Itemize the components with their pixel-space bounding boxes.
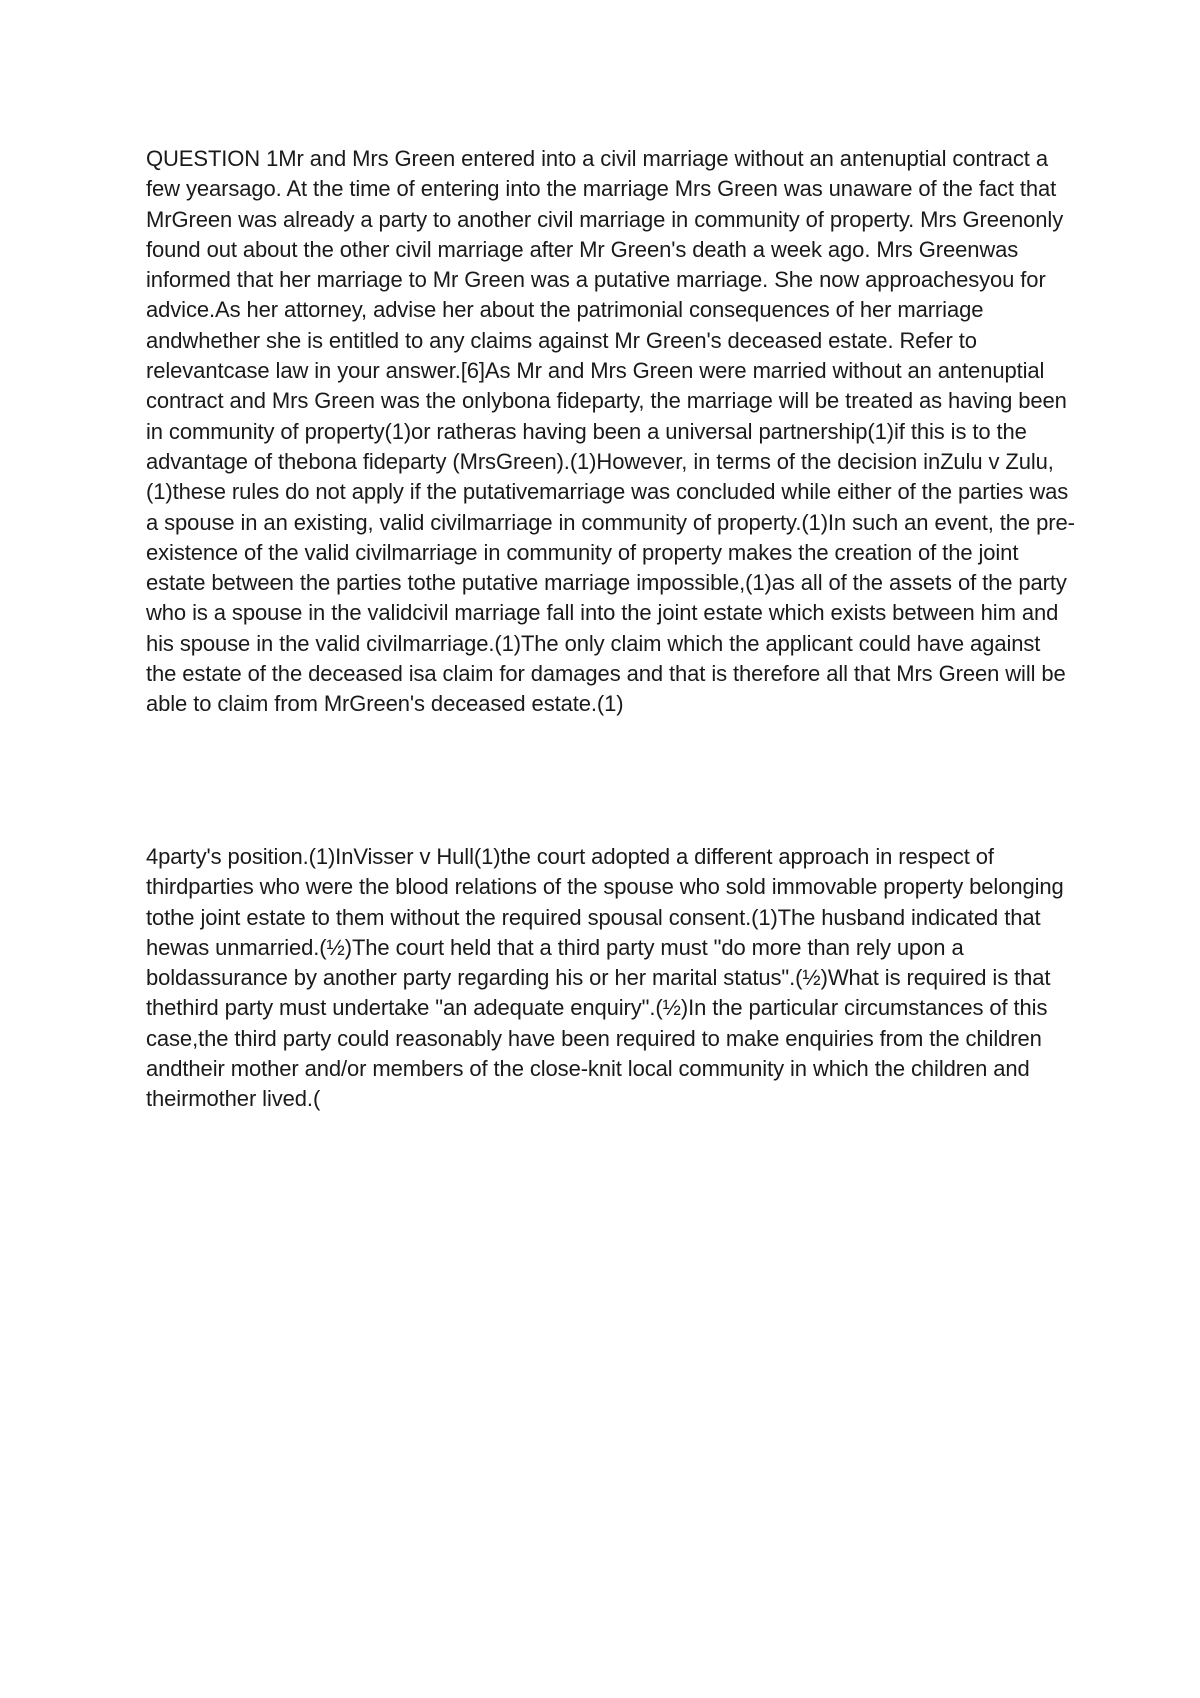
continuation-paragraph: 4party's position.(1)InVisser v Hull(1)the court adopted a different approach in respect of thirdparties who were the blood relations of the spouse who sold immovable property belonging tothe joint estate to them without the required spousal consent.(1)The husband indicated that hewas unmarried.(½)The court held that a third party must "do more than rely upon a boldassurance by another party regarding his or her marital status".(½)What is required is that thethird party must undertake "an adequate enquiry".(½)In the particular circumstances of this case,the third party could reasonably have been required to make enquiries from the children andtheir mother and/or members of the close-knit local community in which the children and theirmother lived.( [146,844,1064,1112]
question-answer-paragraph: QUESTION 1Mr and Mrs Green entered into a civil marriage without an antenuptial contract a few yearsago. At the time of entering into the marriage Mrs Green was unaware of the fact that MrGreen was already a party to another civil marriage in community of property. Mrs Greenonly found out about the other civil marriage after Mr Green's death a week ago. Mrs Greenwas informed that her marriage to Mr Green was a putative marriage. She now approachesyou for advice.As her attorney, advise her about the patrimonial consequences of her marriage andwhether she is entitled to any claims against Mr Green's deceased estate. Refer to relevantcase law in your answer.[6]As Mr and Mrs Green were married without an antenuptial contract and Mrs Green was the onlybona fideparty, the marriage will be treated as having been in community of property(1)or ratheras having been a universal partnership(1)if this is to the advantage of thebona fideparty (MrsGreen).(1)However, in terms of the decision inZulu v Zulu,(1)these rules do not apply if the putativemarriage was concluded while either of the parties was a spouse in an existing, valid civilmarriage in community of property.(1)In such an event, the pre-existence of the valid civilmarriage in community of property makes the creation of the joint estate between the parties tothe putative marriage impossible,(1)as all of the assets of the party who is a spouse in the validcivil marriage fall into the joint estate which exists between him and his spouse in the valid civilmarriage.(1)The only claim which the applicant could have against the estate of the deceased isa claim for damages and that is therefore all that Mrs Green will be able to claim from MrGreen's deceased estate.(1) [146,146,1075,717]
